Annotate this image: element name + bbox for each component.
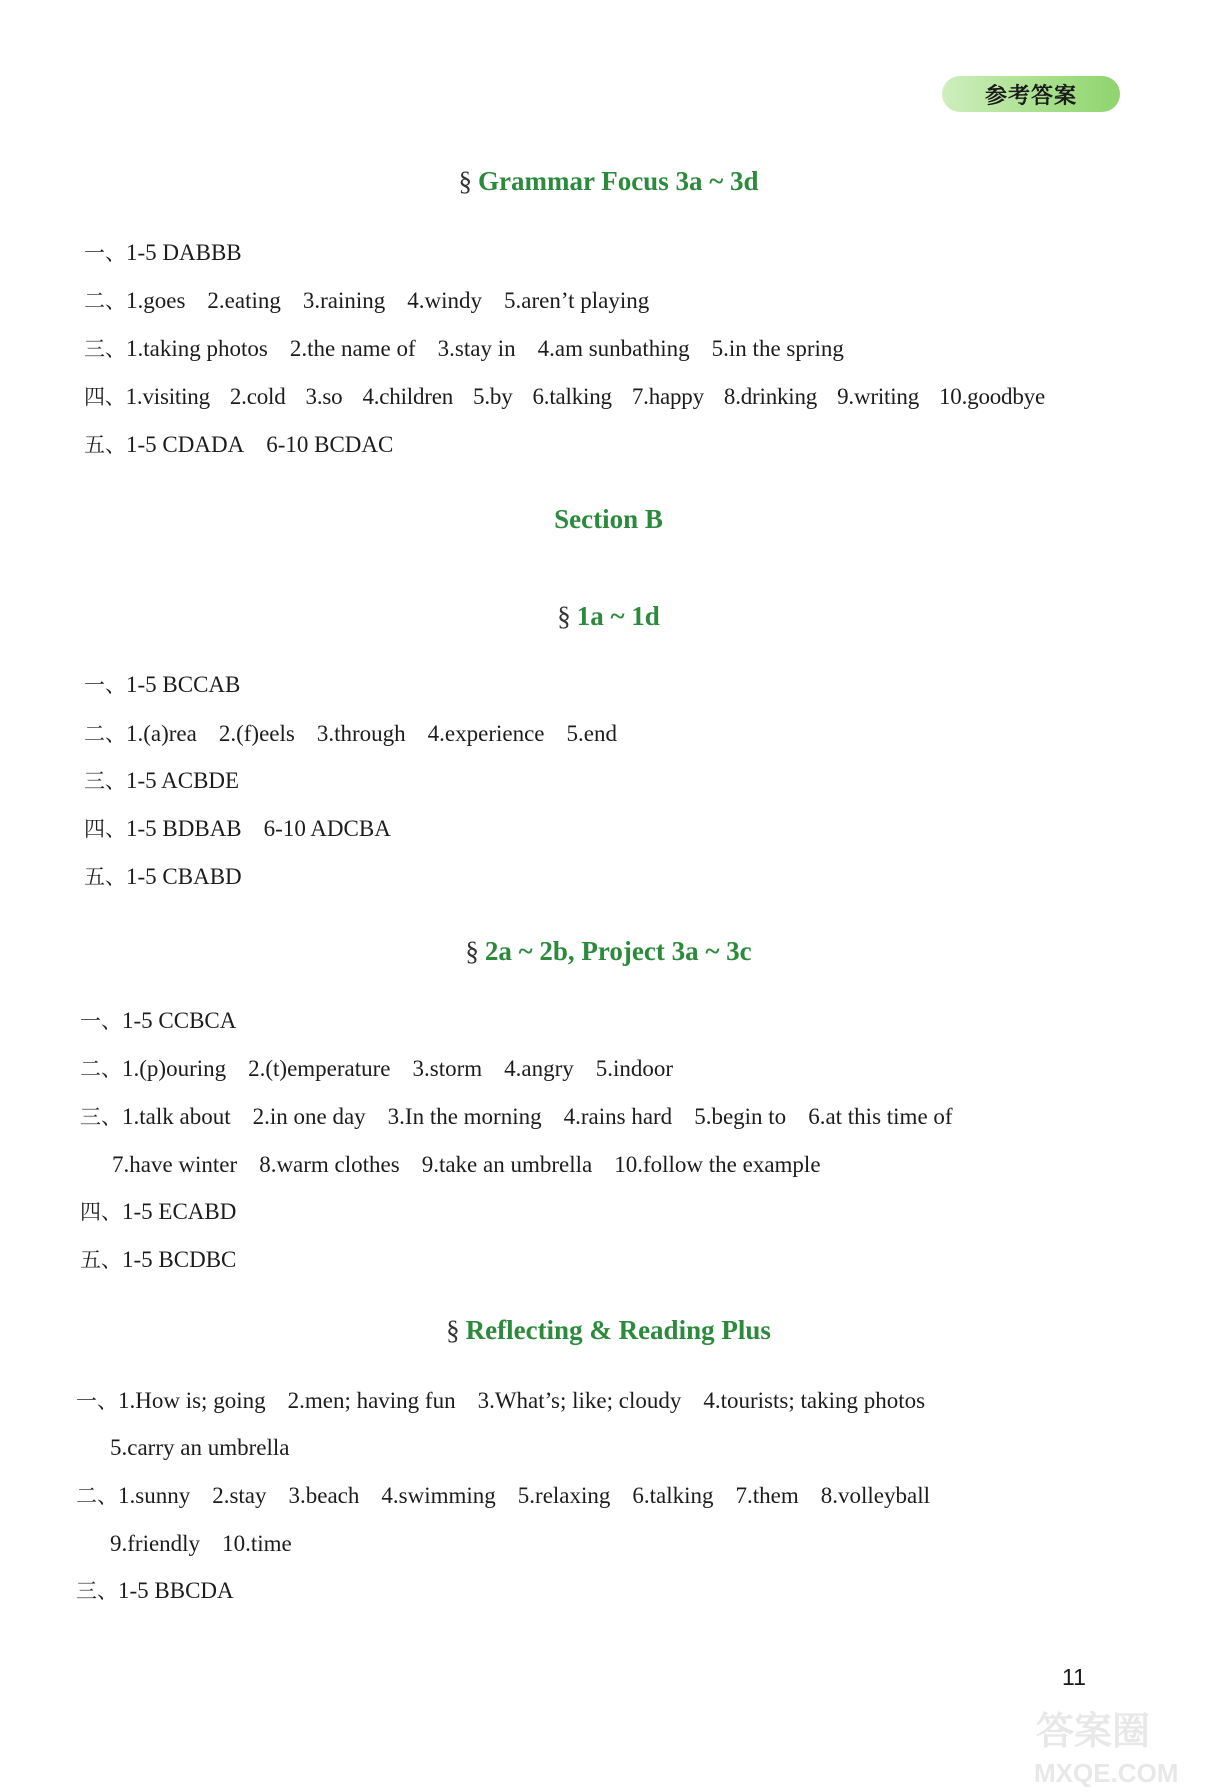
answer-line: 一、1.How is; going 2.men; having fun 3.What’s; like; cloudy 4.tourists; taking photos — [76, 1388, 926, 1413]
answer-line: 四、1.visiting 2.cold 3.so 4.children 5.by 6.talking 7.happy 8.drinking 9.writing 10.goodbye — [84, 384, 1045, 409]
section-title: 2a ~ 2b, Project 3a ~ 3c — [484, 936, 752, 966]
section-heading-section-b — [0, 504, 1217, 535]
answer-line: 二、1.goes 2.eating 3.raining 4.windy 5.aren’t playing — [84, 288, 650, 313]
answer-line: 四、1-5 BDBAB 6-10 ADCBA — [84, 816, 391, 841]
section-title: Reflecting & Reading Plus — [465, 1315, 771, 1345]
section-mark: § — [446, 1315, 460, 1345]
section-title: Section B — [554, 504, 663, 534]
section-heading-1a-1d — [0, 601, 1217, 632]
answer-line: 二、1.(a)rea 2.(f)eels 3.through 4.experience 5.end — [84, 721, 617, 746]
section-mark: § — [458, 166, 472, 196]
answer-line: 三、1-5 ACBDE — [84, 768, 240, 793]
section-mark: § — [557, 601, 571, 631]
answer-line-continued: 9.friendly 10.time — [110, 1531, 292, 1556]
answer-line: 四、1-5 ECABD — [80, 1199, 237, 1224]
answer-line: 一、1-5 CCBCA — [80, 1008, 237, 1033]
watermark-logo — [1028, 1700, 1210, 1788]
answer-line: 一、1-5 BCCAB — [84, 672, 241, 697]
section-heading-grammar-focus — [0, 166, 1217, 197]
page-number: 11 — [1062, 1664, 1086, 1690]
answer-line-continued: 5.carry an umbrella — [110, 1435, 290, 1460]
answer-line-continued: 7.have winter 8.warm clothes 9.take an umbrella 10.follow the example — [112, 1152, 821, 1177]
section-title: 1a ~ 1d — [576, 601, 660, 631]
answer-line: 五、1-5 CDADA 6-10 BCDAC — [84, 432, 394, 457]
section-title: Grammar Focus 3a ~ 3d — [477, 166, 759, 196]
answer-line: 三、1-5 BBCDA — [76, 1578, 234, 1603]
answer-line: 五、1-5 CBABD — [84, 864, 242, 889]
answer-line: 二、1.(p)ouring 2.(t)emperature 3.storm 4.angry 5.indoor — [80, 1056, 674, 1081]
answer-line: 一、1-5 DABBB — [84, 240, 242, 265]
answer-line: 三、1.taking photos 2.the name of 3.stay in 4.am sunbathing 5.in the spring — [84, 336, 844, 361]
answer-key-badge: 参考答案 — [942, 76, 1120, 112]
watermark-bottom-text: MXQE.COM — [1034, 1758, 1179, 1788]
section-mark: § — [465, 936, 479, 966]
section-heading-2a-2b-project — [0, 936, 1217, 967]
watermark-top-text: 答案圈 — [1036, 1709, 1151, 1753]
section-heading-reflecting-reading-plus — [0, 1315, 1217, 1346]
answer-line: 二、1.sunny 2.stay 3.beach 4.swimming 5.relaxing 6.talking 7.them 8.volleyball — [76, 1483, 931, 1508]
answer-line: 五、1-5 BCDBC — [80, 1247, 237, 1272]
answer-line: 三、1.talk about 2.in one day 3.In the morning 4.rains hard 5.begin to 6.at this time of — [80, 1104, 953, 1129]
